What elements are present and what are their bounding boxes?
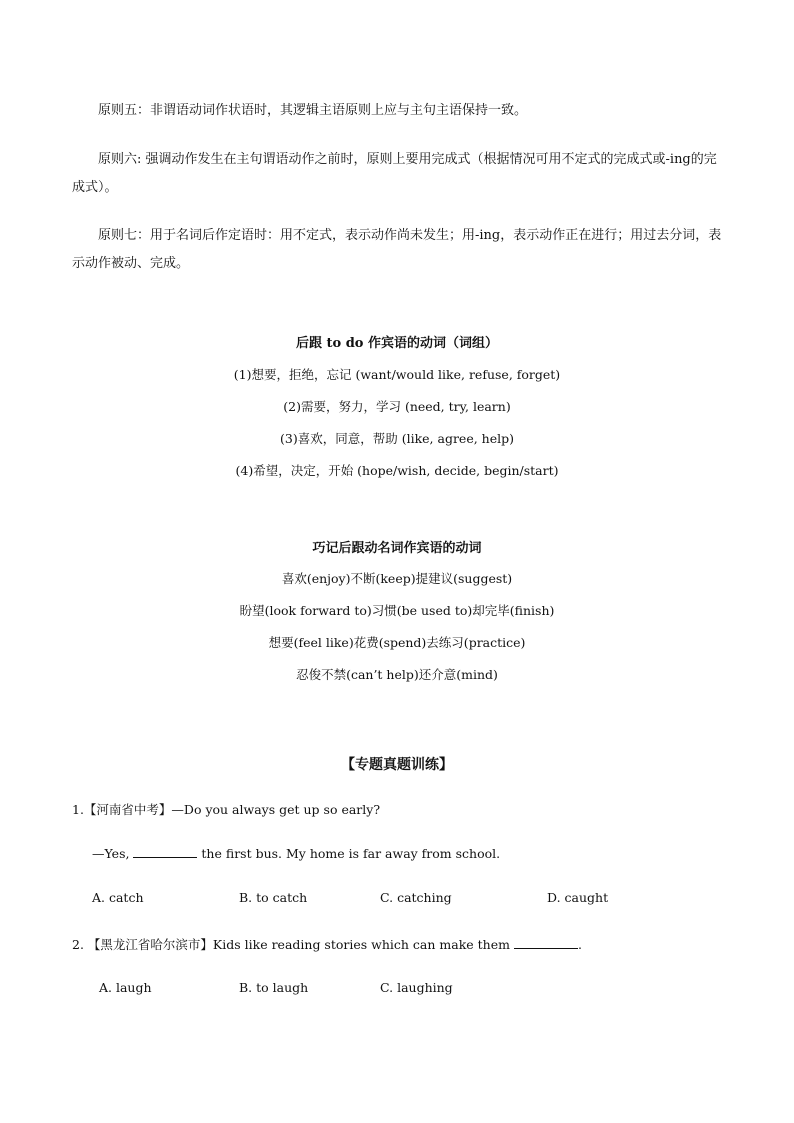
question-2-stem-pre: 2. 【黑龙江省哈尔滨市】Kids like reading stories which can make them — [72, 937, 514, 952]
question-2-option-b: B. to laugh — [239, 980, 309, 995]
question-1-line2-post: the first bus. My home is far away from school. — [197, 846, 501, 861]
principle-seven: 原则七：用于名词后作定语时：用不定式，表示动作尚未发生；用-ing，表示动作正在进行；用过去分词，表示动作被动、完成。 — [72, 228, 722, 271]
gerund-heading: 巧记后跟动名词作宾语的动词 — [312, 541, 482, 556]
todo-item: (4)希望，决定，开始 (hope/wish, decide, begin/start) — [235, 463, 559, 478]
todo-item: (2)需要，努力，学习 (need, try, learn) — [283, 399, 511, 414]
gerund-item: 忍俊不禁(can’t help)还介意(mind) — [296, 667, 498, 682]
question-1-option-c: C. catching — [380, 890, 452, 905]
todo-item: (1)想要，拒绝，忘记 (want/would like, refuse, forget) — [233, 367, 561, 382]
todo-heading: 后跟 to do 作宾语的动词（词组） — [295, 336, 498, 351]
gerund-item: 想要(feel like)花费(spend)去练习(practice) — [268, 635, 526, 650]
gerund-item: 盼望(look forward to)习惯(be used to)却完毕(finish) — [239, 603, 555, 618]
question-2-stem-post: . — [577, 937, 582, 952]
question-1-option-a: A. catch — [92, 890, 144, 905]
principle-six: 原则六: 强调动作发生在主句谓语动作之前时，原则上要用完成式（根据情况可用不定式的完成式或-ing的完成式）。 — [72, 152, 717, 195]
question-2-option-c: C. laughing — [380, 980, 453, 995]
todo-item: (3)喜欢，同意，帮助 (like, agree, help) — [280, 431, 514, 446]
principle-five: 原则五：非谓语动词作状语时，其逻辑主语原则上应与主句主语保持一致。 — [98, 103, 528, 118]
question-1-line2 — [92, 845, 500, 861]
gerund-item: 喜欢(enjoy)不断(keep)提建议(suggest) — [281, 571, 513, 586]
training-title: 【专题真题训练】 — [341, 757, 453, 773]
question-1-option-d: D. caught — [547, 890, 609, 905]
question-1-stem: 1.【河南省中考】—Do you always get up so early? — [72, 802, 381, 817]
question-2-stem — [72, 935, 582, 953]
answer-blank — [133, 845, 197, 858]
answer-blank — [514, 936, 578, 949]
question-1-line2-pre: —Yes, — [92, 846, 134, 861]
question-2-option-a: A. laugh — [99, 980, 152, 995]
question-1-option-b: B. to catch — [239, 890, 308, 905]
